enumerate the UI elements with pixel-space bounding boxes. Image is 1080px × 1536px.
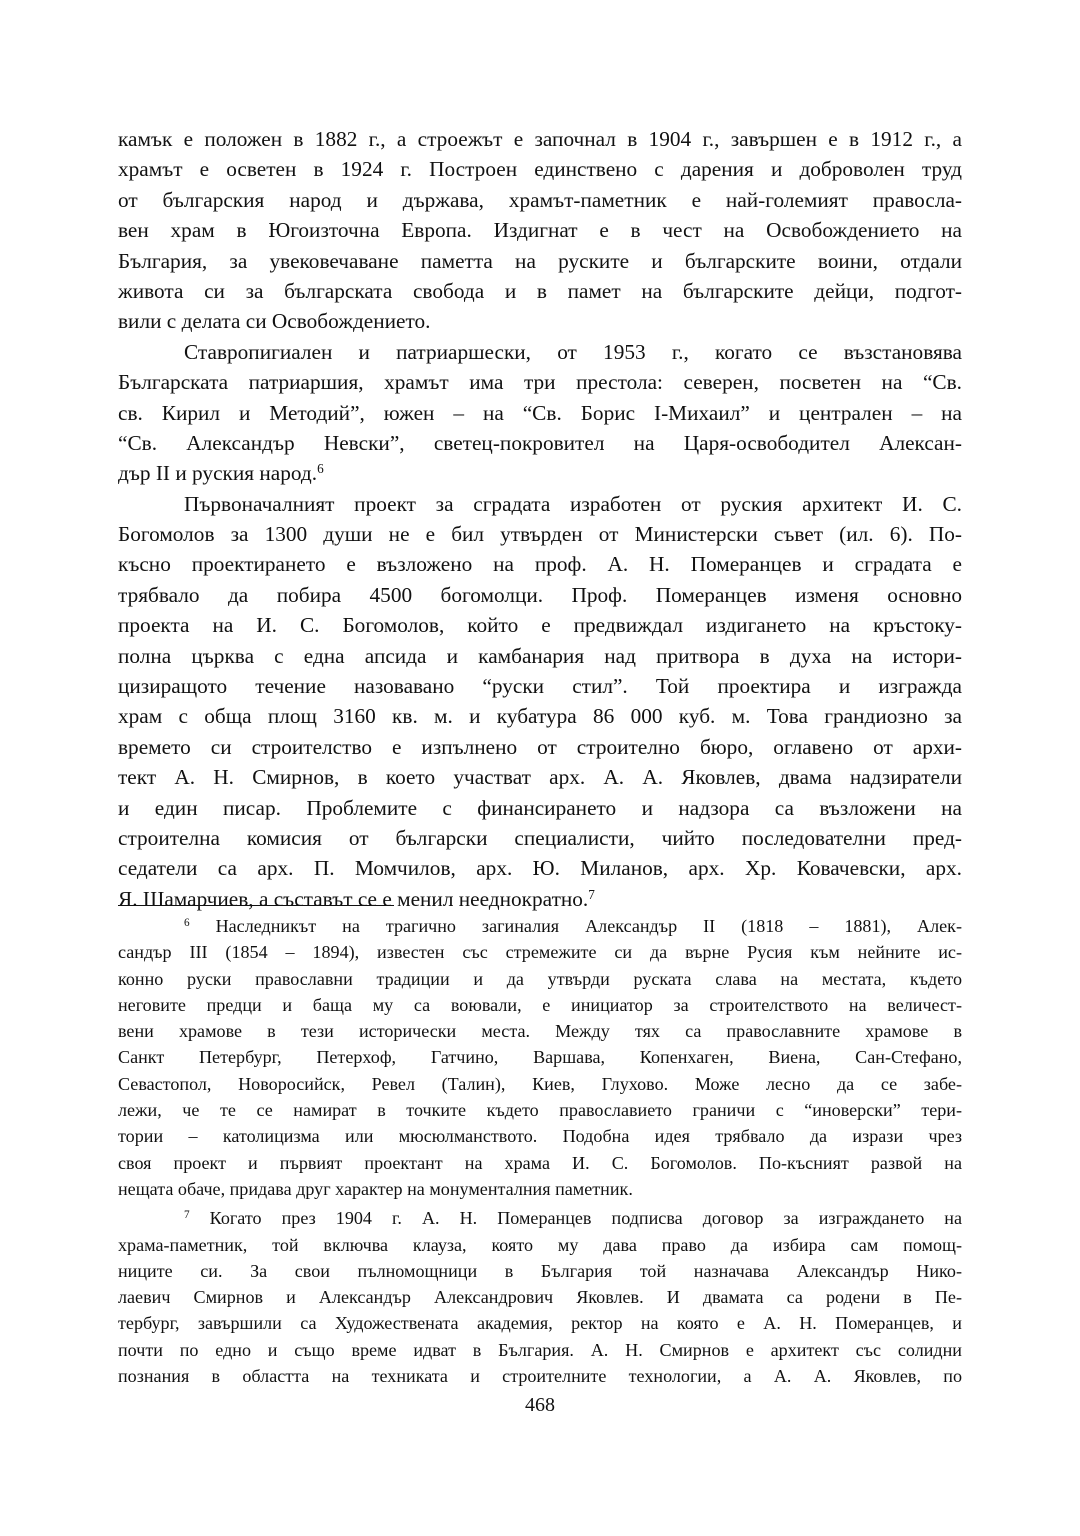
- footnote-6-line: своя проект и първият проектант на храма И. С. Богомолов. По-късният развой на: [118, 1152, 962, 1173]
- paragraph-2-line: “Св. Александър Невски”, светец-покровител на Царя-освободител Алексан-: [118, 430, 962, 455]
- paragraph-3-line: трябвало да побира 4500 богомолци. Проф. Померанцев изменя основно: [118, 582, 962, 607]
- main-text: [118, 124, 962, 914]
- footnote-6-line: неговите предци и баща му са воювали, е инициатор за строителството на величест-: [118, 994, 962, 1015]
- footnote-7-line: почти по едно и също време идват в България. А. Н. Смирнов е архитект със солидни: [118, 1339, 962, 1360]
- footnote-7-marker: 7: [184, 1209, 190, 1222]
- paragraph-2-line: Българската патриаршия, храмът има три престола: северен, посветен на “Св.: [118, 370, 962, 395]
- paragraph-3-line: храм с обща площ 3160 кв. м. и кубатура 86 000 куб. м. Това грандиозно за: [118, 704, 962, 729]
- paragraph-3-line: късно проектирането е възложено на проф. А. Н. Померанцев и сградата е: [118, 552, 962, 577]
- footnote-7-line: тербург, завършили са Художествената академия, ректор на която е А. Н. Померанцев, и: [118, 1313, 962, 1334]
- paragraph-2-line-text: дър II и руския народ.: [118, 461, 318, 486]
- paragraph-1-line: храмът е осветен в 1924 г. Построен единствено с дарения и доброволен труд: [118, 157, 962, 182]
- paragraph-3-line: полна църква с една апсида и камбанария над притвора в духа на истори-: [118, 643, 962, 668]
- paragraph-1-line: от българския народ и държава, храмът-паметник е най-големият правосла-: [118, 187, 962, 212]
- footnote-6-line: [118, 913, 962, 939]
- paragraph-3-line: тект А. Н. Смирнов, в което участват арх. А. А. Яковлев, двама надзиратели: [118, 765, 962, 790]
- paragraph-1-line: камък е положен в 1882 г., а строежът е започнал в 1904 г., завършен е в 1912 г., а: [118, 127, 962, 151]
- footnote-ref-7[interactable]: 7: [588, 886, 595, 902]
- footnote-7-line: лаевич Смирнов и Александър Александрович Яковлев. И двамата са родени в Пе-: [118, 1287, 962, 1308]
- paragraph-1-line: вен храм в Югоизточна Европа. Издигнат е в чест на Освобождението на: [118, 218, 962, 243]
- paragraph-3-line: времето си строителство е изпълнено от строително бюро, оглавено от архи-: [118, 734, 962, 759]
- footnote-6-line: конно руски православни традиции и да утвърди руската слава на местата, където: [118, 968, 962, 989]
- footnote-6-line: нещата обаче, придава друг характер на монументалния паметник.: [118, 1178, 633, 1199]
- page-number: 468: [525, 1394, 555, 1416]
- paragraph-3-line: проекта на И. С. Богомолов, който е предвиждал издигането на кръстоку-: [118, 613, 962, 638]
- paragraph-3-last-line: [118, 884, 962, 914]
- paragraph-3-line: цизиращото течение назовавано “руски стил”. Той проектира и изгражда: [118, 674, 962, 699]
- footnote-7-text: Когато през 1904 г. А. Н. Померанцев подписва договор за изграждането на: [189, 1208, 962, 1229]
- footnote-7-line: ниците си. За свои пълномощници в България той назначава Александър Нико-: [118, 1260, 962, 1281]
- footnote-6-line: Санкт Петербург, Петерхоф, Гатчино, Варшава, Копенхаген, Виена, Сан-Стефано,: [118, 1047, 962, 1068]
- paragraph-1-line: България, за увековечаване паметта на руските и българските воини, отдали: [118, 248, 962, 273]
- footnote-7-line: [118, 1205, 962, 1231]
- footnote-6-marker: 6: [184, 916, 190, 929]
- footnote-6-line: тории – католицизма или мюсюлманството. Подобна идея трябвало да изрази чрез: [118, 1126, 962, 1147]
- paragraph-1-line: живота си за българската свобода и в памет на българските дейци, подгот-: [118, 278, 962, 303]
- paragraph-3-line: Първоначалният проект за сградата изработен от руския архитект И. С.: [184, 491, 962, 516]
- footnote-6-line: лежи, че те се намират в точките където православието граничи с “иноверски” тери-: [118, 1100, 962, 1121]
- footnote-7-line: храма-паметник, той включва клауза, която му дава право да избира сам помощ-: [118, 1234, 962, 1255]
- footnote-6-line: сандър III (1854 – 1894), известен със стремежите си да върне Русия към нейните ис-: [118, 942, 962, 963]
- footnote-6-line: вени храмове в тези исторически места. Между тях са православните храмове в: [118, 1021, 962, 1042]
- footnotes: [118, 913, 962, 1389]
- paragraph-3-line: седатели са арх. П. Момчилов, арх. Ю. Миланов, арх. Хр. Ковачевски, арх.: [118, 856, 962, 881]
- paragraph-3-line: строителна комисия от български специалисти, чийто последователни пред-: [118, 825, 962, 850]
- paragraph-3-line: Богомолов за 1300 души не е бил утвърден от Министерски съвет (ил. 6). По-: [118, 522, 962, 547]
- paragraph-2-last-line: [118, 458, 962, 488]
- paragraph-3-line-text: Я. Шамарчиев, а съставът се е менил нееднократно.: [118, 886, 589, 911]
- footnote-separator: [118, 905, 394, 906]
- page-footer: [0, 1392, 1080, 1422]
- paragraph-1-line: вили с делата си Освобождението.: [118, 309, 431, 334]
- paragraph-3-line: и един писар. Проблемите с финансирането и надзора са възложени на: [118, 795, 962, 820]
- footnote-6-text: Наследникът на трагично загиналия Александър II (1818 – 1881), Алек-: [189, 916, 962, 936]
- footnote-ref-6[interactable]: 6: [317, 461, 324, 477]
- paragraph-2-line: св. Кирил и Методий”, южен – на “Св. Борис I-Михаил” и централен – на: [118, 400, 962, 425]
- paragraph-2-line: Ставропигиален и патриаршески, от 1953 г., когато се възстановява: [184, 339, 962, 364]
- footnote-6-line: Севастопол, Новоросийск, Ревел (Талин), Киев, Глухово. Може лесно да се забе-: [118, 1073, 962, 1094]
- footnote-7-line: познания в областта на техниката и строителните технологии, а А. А. Яковлев, по: [118, 1366, 962, 1387]
